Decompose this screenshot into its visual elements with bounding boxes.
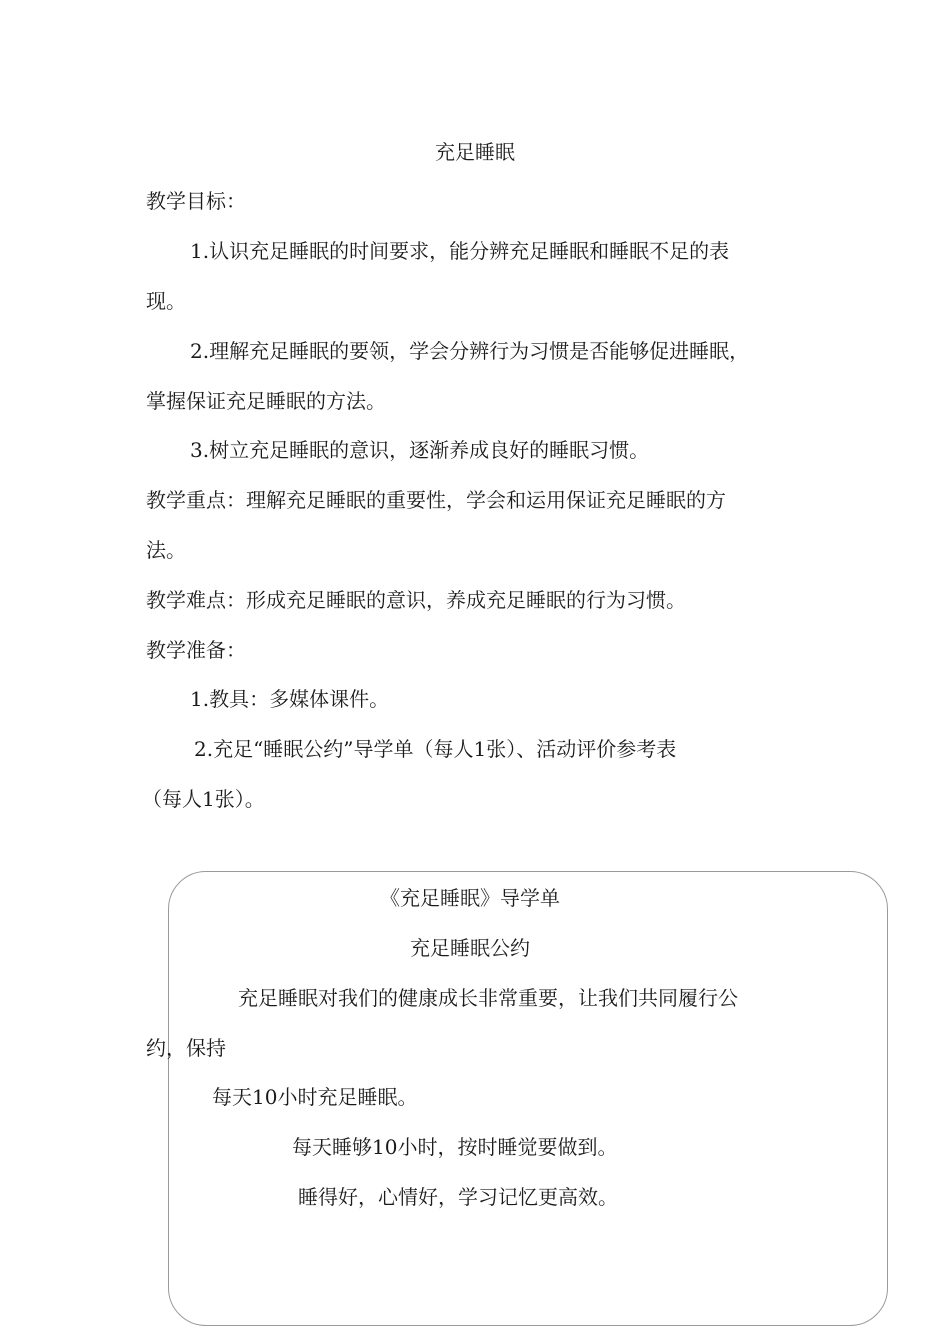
key-point-line-2: 法。 <box>146 538 186 562</box>
difficulty-text: 教学难点：形成充足睡眠的意识，养成充足睡眠的行为习惯。 <box>146 588 686 612</box>
worksheet-intro-line-2: 约，保持 <box>146 1036 226 1060</box>
worksheet-intro-line-1: 充足睡眠对我们的健康成长非常重要，让我们共同履行公 <box>238 986 738 1010</box>
preparation-1: 1.教具：多媒体课件。 <box>190 687 390 711</box>
objective-2-line-2: 掌握保证充足睡眠的方法。 <box>146 389 386 413</box>
preparation-2-line-1: 2.充足“睡眠公约”导学单（每人1张）、活动评价参考表 <box>194 737 677 761</box>
key-point-line-1: 教学重点：理解充足睡眠的重要性，学会和运用保证充足睡眠的方 <box>146 488 726 512</box>
objective-3: 3.树立充足睡眠的意识，逐渐养成良好的睡眠习惯。 <box>190 438 650 462</box>
preparation-heading: 教学准备： <box>146 638 246 662</box>
worksheet-verse-2: 睡得好，心情好，学习记忆更高效。 <box>298 1185 618 1209</box>
objectives-heading: 教学目标： <box>146 189 246 213</box>
document-title: 充足睡眠 <box>435 140 515 164</box>
worksheet-title: 《充足睡眠》导学单 <box>380 886 560 910</box>
objective-1-line-1: 1.认识充足睡眠的时间要求，能分辨充足睡眠和睡眠不足的表 <box>190 239 730 263</box>
worksheet-verse-1: 每天睡够10小时，按时睡觉要做到。 <box>292 1135 618 1159</box>
worksheet-item-1: 每天10小时充足睡眠。 <box>212 1085 418 1109</box>
objective-2-line-1: 2.理解充足睡眠的要领，学会分辨行为习惯是否能够促进睡眠， <box>190 339 750 363</box>
objective-1-line-2: 现。 <box>146 289 186 313</box>
preparation-2-line-2: （每人1张）。 <box>142 787 265 811</box>
worksheet-subtitle: 充足睡眠公约 <box>410 936 530 960</box>
